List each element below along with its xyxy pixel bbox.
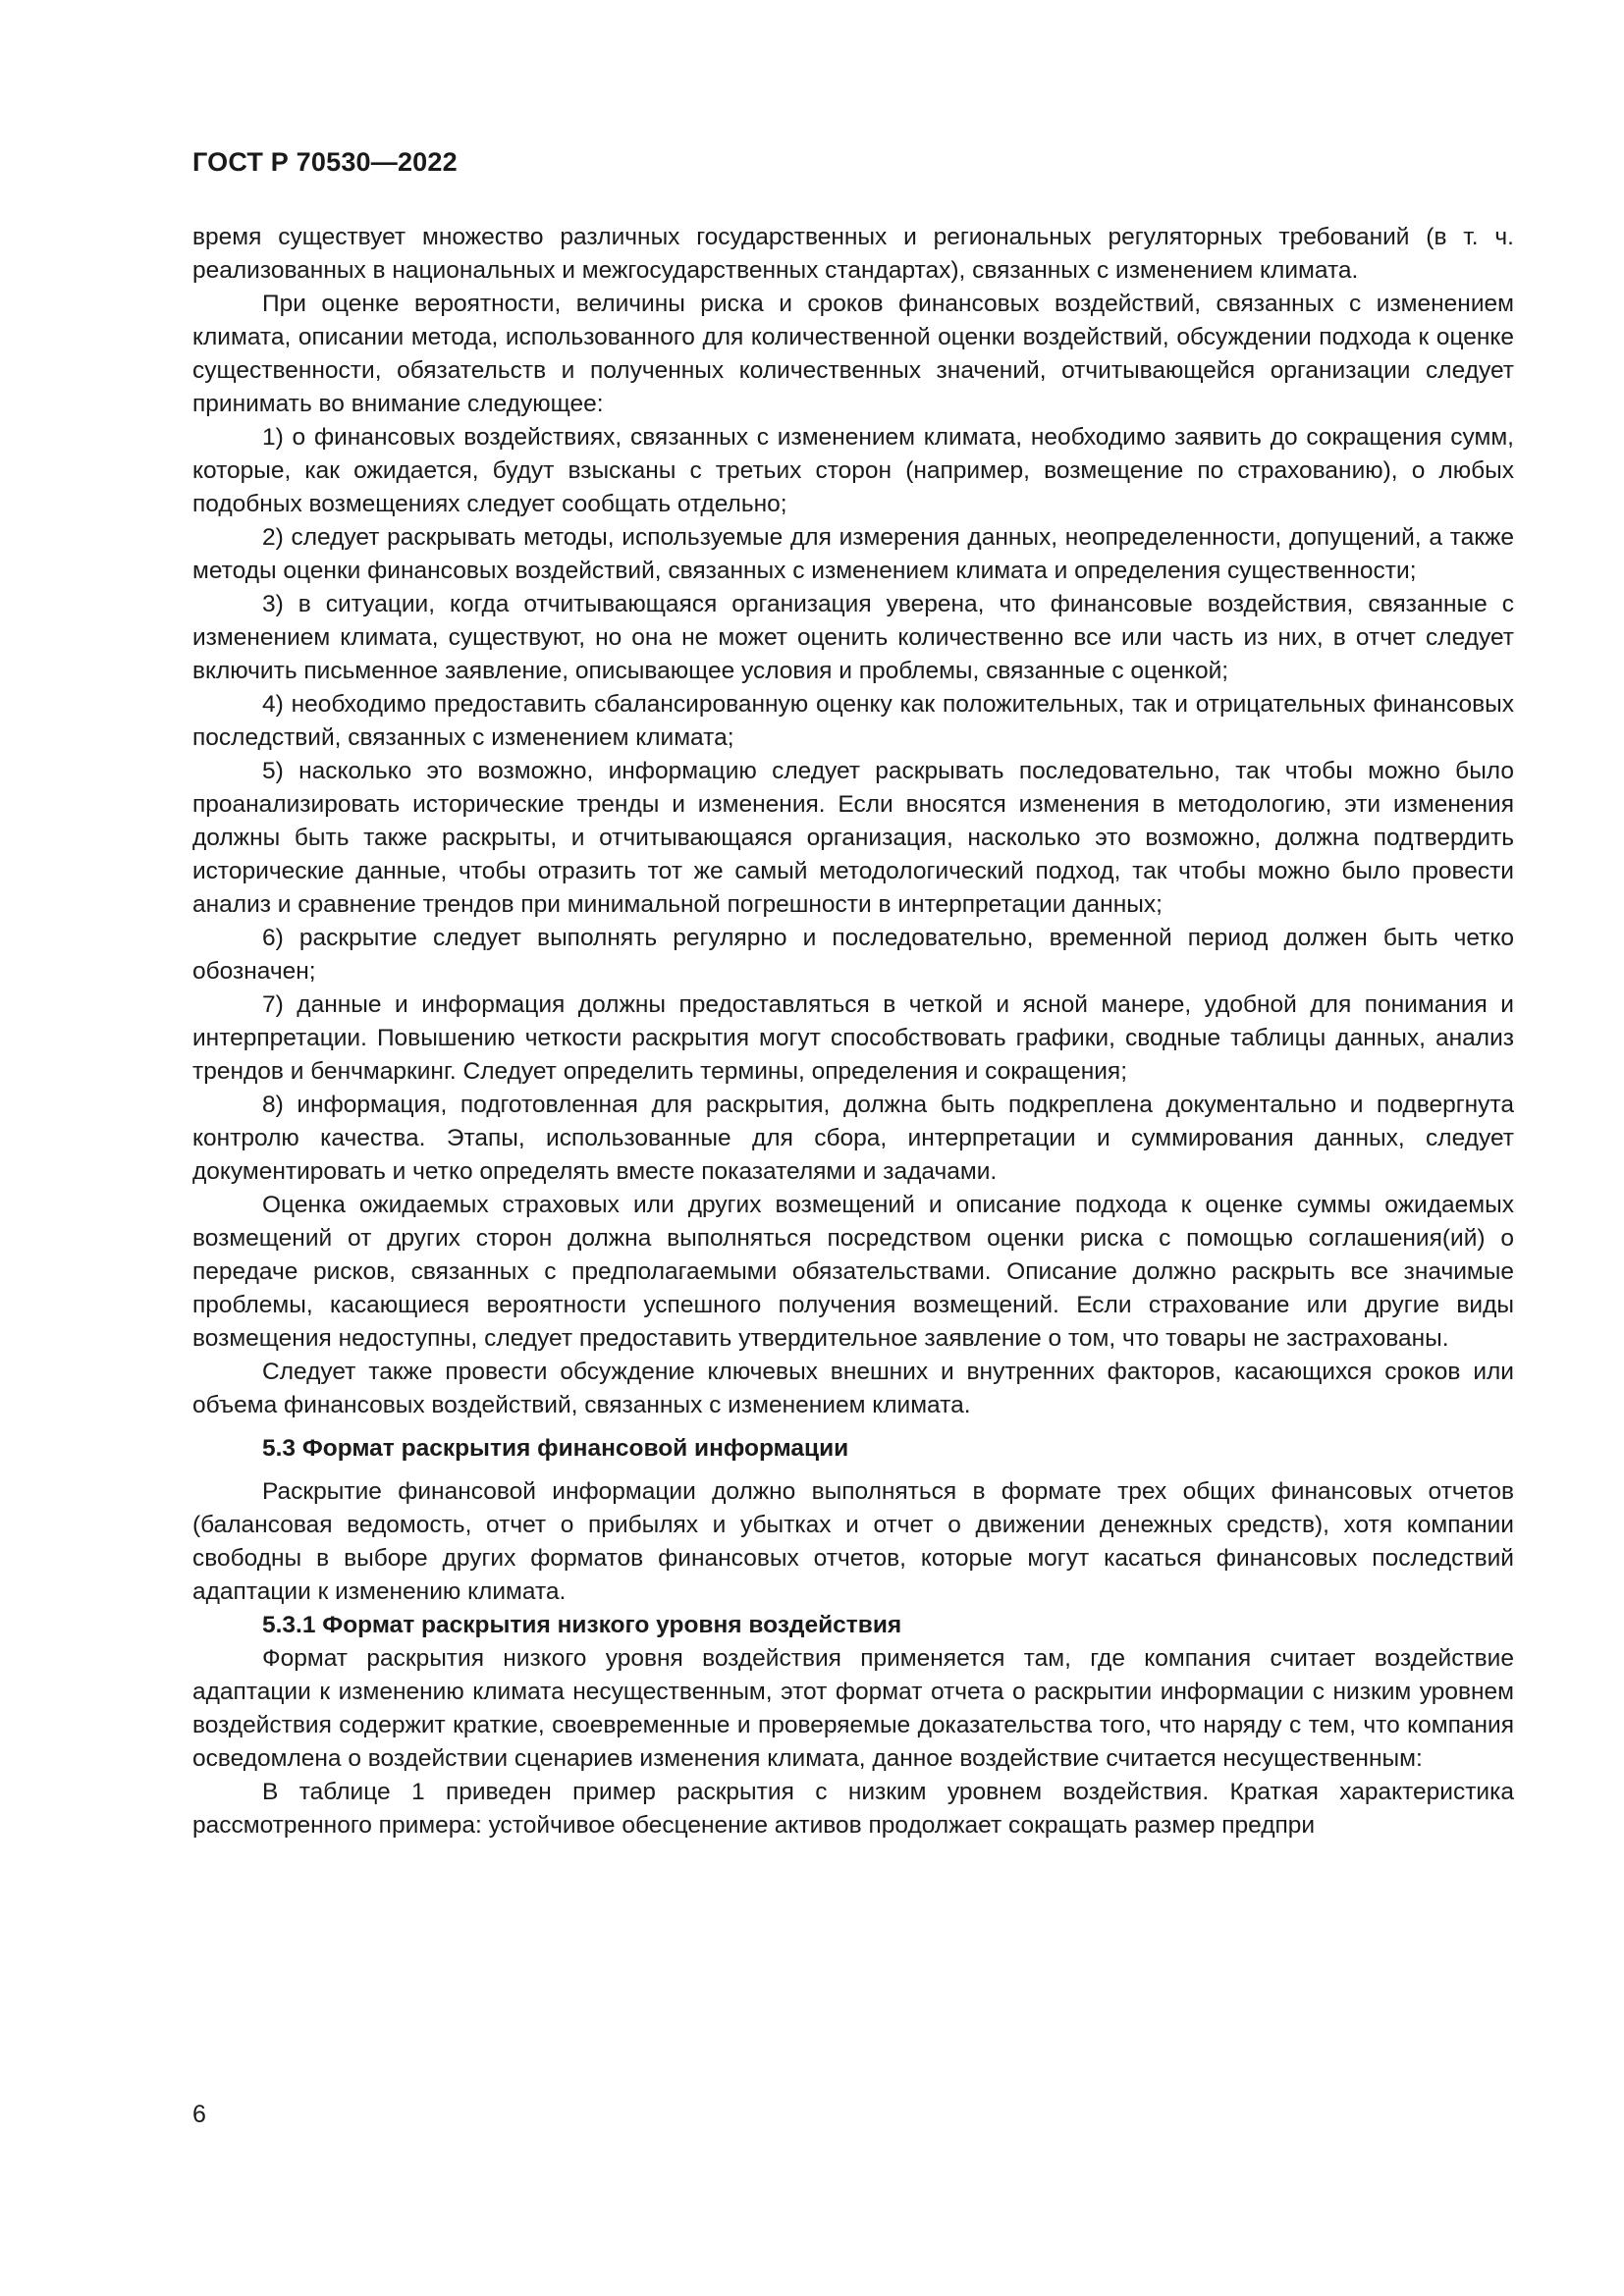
paragraph-insurance: Оценка ожидаемых страховых или других возмещений и описание подхода к оценке суммы ожидаемых возмещений от других сторон должна выполняться посредством оценки риска с помощью соглашения(ий) о передаче рисков, связанных с предполагаемыми обязательствами. Описание должно раскрыть все значимые проблемы, касающиеся вероятности успешного получения возмещений. Если страхование или другие виды возмещения недоступны, следует предоставить утвердительное заявление о том, что товары не застрахованы.: [192, 1192, 1514, 1352]
document-header: ГОСТ Р 70530—2022: [192, 147, 458, 177]
page-number: 6: [192, 2101, 206, 2128]
paragraph-5-3-1-b: В таблице 1 приведен пример раскрытия с низким уровнем воздействия. Краткая характеристика рассмотренного примера: устойчивое обесценение активов продолжает сокращать размер предпри: [192, 1779, 1514, 1839]
paragraph-assessment: При оценке вероятности, величины риска и сроков финансовых воздействий, связанных с изменением климата, описании метода, использованного для количественной оценки воздействий, обсуждении подхода к оценке существенности, обязательств и полученных количественных значений, отчитывающейся организации следует принимать во внимание следующее:: [192, 291, 1514, 417]
paragraph-intro-continued: время существует множество различных государственных и региональных регуляторных требований (в т. ч. реализованных в национальных и межгосударственных стандартах), связанных с изменением климата.: [192, 224, 1514, 284]
list-item-1: 1) о финансовых воздействиях, связанных с изменением климата, необходимо заявить до сокращения сумм, которые, как ожидается, будут взысканы с третьих сторон (например, возмещение по страхованию), о любых подобных возмещениях следует сообщать отдельно;: [192, 424, 1514, 517]
paragraph-5-3-1-a: Формат раскрытия низкого уровня воздействия применяется там, где компания считает воздействие адаптации к изменению климата несущественным, этот формат отчета о раскрытии информации с низким уровнем воздействия содержит краткие, своевременные и проверяемые доказательства того, что наряду с тем, что компания осведомлена о воздействии сценариев изменения климата, данное воздействие считается несущественным:: [192, 1645, 1514, 1772]
list-item-8: 8) информация, подготовленная для раскрытия, должна быть подкреплена документально и подвергнута контролю качества. Этапы, использованные для сбора, интерпретации и суммирования данных, следует документировать и четко определять вместе показателями и задачами.: [192, 1092, 1514, 1185]
section-5-3-1-heading: 5.3.1 Формат раскрытия низкого уровня воздействия: [262, 1612, 902, 1638]
list-item-6: 6) раскрытие следует выполнять регулярно и последовательно, временной период должен быть четко обозначен;: [192, 925, 1514, 985]
list-item-5: 5) насколько это возможно, информацию следует раскрывать последовательно, так чтобы можно было проанализировать исторические тренды и изменения. Если вносятся изменения в методологию, эти изменения должны быть также раскрыты, и отчитывающаяся организация, насколько это возможно, должна подтвердить исторические данные, чтобы отразить тот же самый методологический подход, так чтобы можно было провести анализ и сравнение трендов при минимальной погрешности в интерпретации данных;: [192, 758, 1514, 918]
paragraph-5-3: Раскрытие финансовой информации должно выполняться в формате трех общих финансовых отчетов (балансовая ведомость, отчет о прибылях и убытках и отчет о движении денежных средств), хотя компании свободны в выборе других форматов финансовых отчетов, которые могут касаться финансовых последствий адаптации к изменению климата.: [192, 1478, 1514, 1605]
list-item-4: 4) необходимо предоставить сбалансированную оценку как положительных, так и отрицательных финансовых последствий, связанных с изменением климата;: [192, 691, 1514, 751]
section-5-3-heading: 5.3 Формат раскрытия финансовой информации: [262, 1435, 849, 1462]
document-body: [192, 221, 1514, 1842]
list-item-2: 2) следует раскрывать методы, используемые для измерения данных, неопределенности, допущений, а также методы оценки финансовых воздействий, связанных с изменением климата и определения существенности;: [192, 524, 1514, 584]
list-item-3: 3) в ситуации, когда отчитывающаяся организация уверена, что финансовые воздействия, связанные с изменением климата, существуют, но она не может оценить количественно все или часть из них, в отчет следует включить письменное заявление, описывающее условия и проблемы, связанные с оценкой;: [192, 591, 1514, 684]
list-item-7: 7) данные и информация должны предоставляться в четкой и ясной манере, удобной для понимания и интерпретации. Повышению четкости раскрытия могут способствовать графики, сводные таблицы данных, анализ трендов и бенчмаркинг. Следует определить термины, определения и сокращения;: [192, 991, 1514, 1085]
paragraph-factors: Следует также провести обсуждение ключевых внешних и внутренних факторов, касающихся сроков или объема финансовых воздействий, связанных с изменением климата.: [192, 1359, 1514, 1418]
